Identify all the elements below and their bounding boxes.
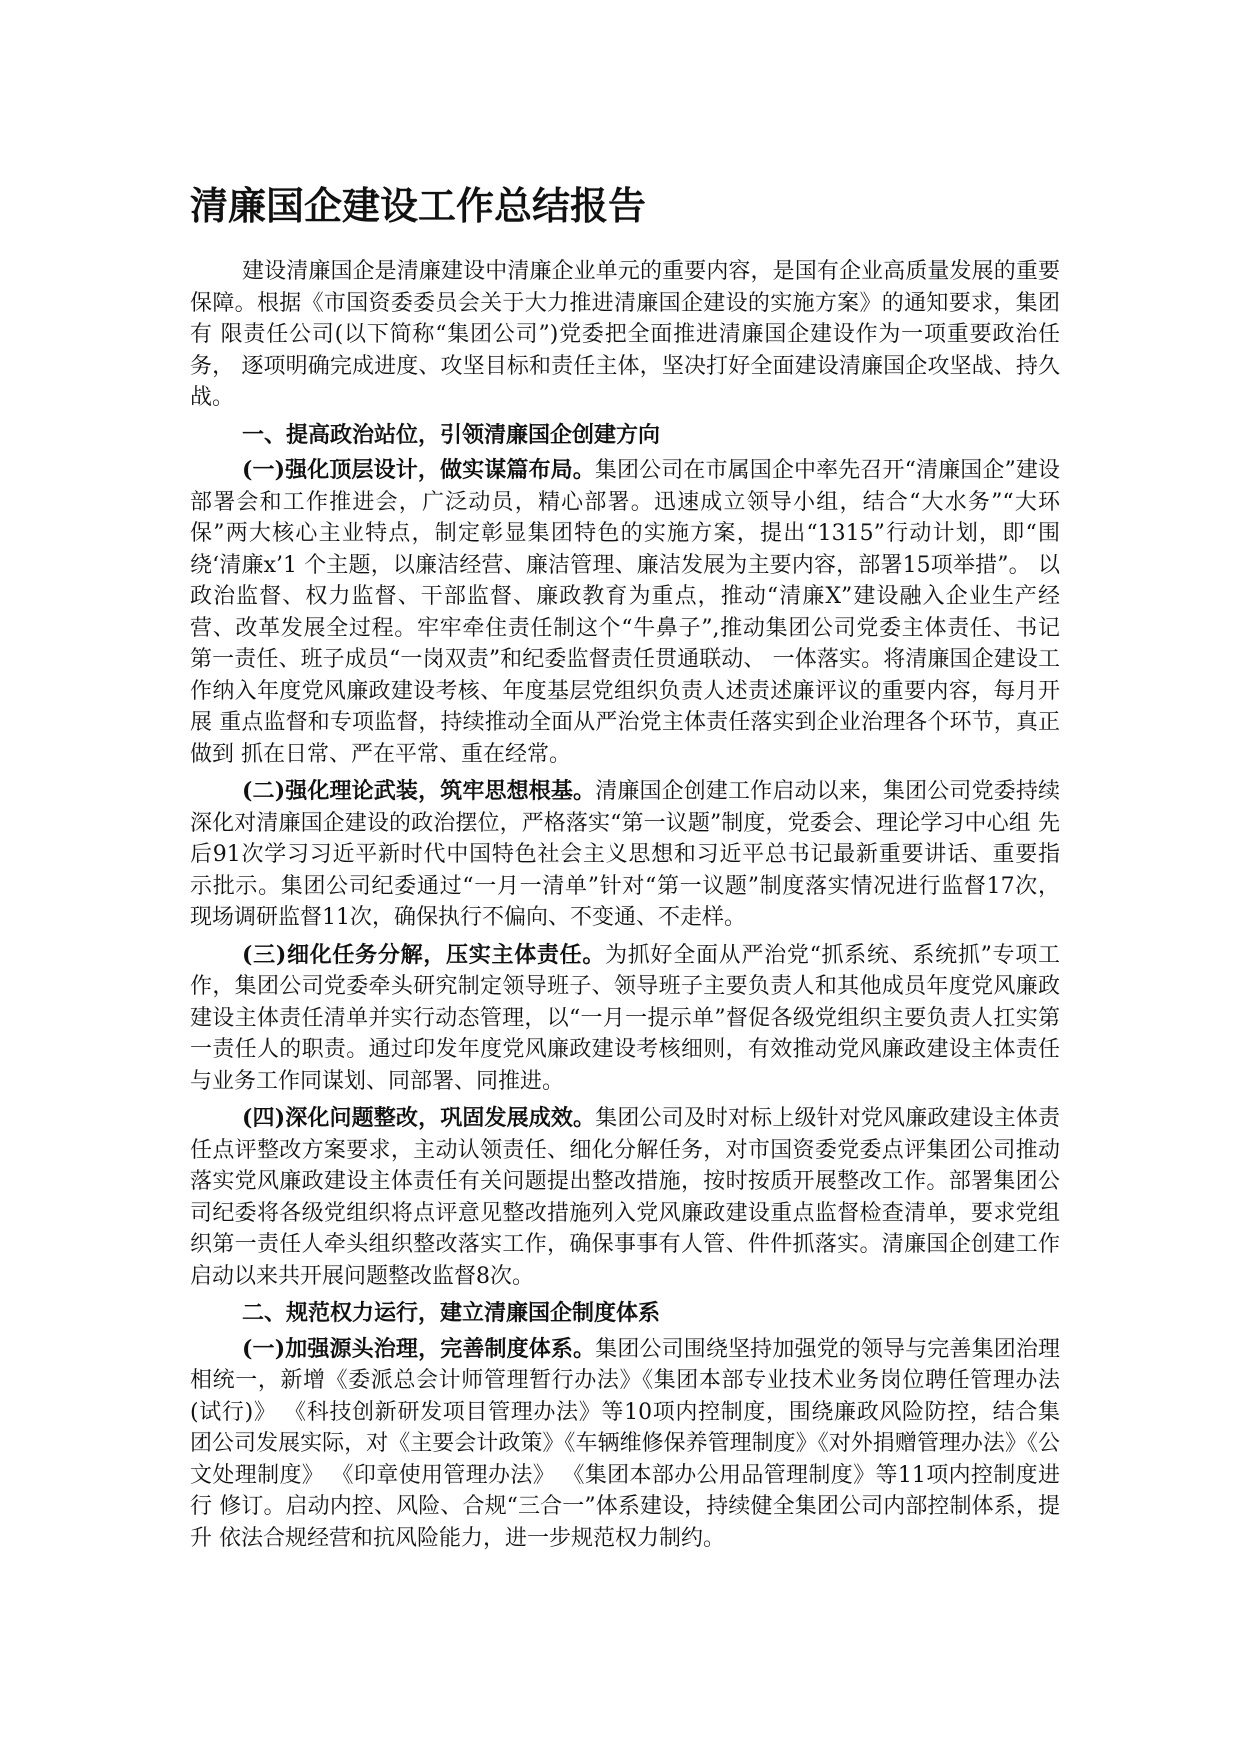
section-1-item-4-text: 集团公司及时对标上级针对党风廉政建设主体责任点评整改方案要求，主动认领责任、细化分解任务，对市国资委党委点评集团公司推动落实党风廉政建设主体责任有关问题提出整改措施，按时按质开展整改工作。部署集团公司纪委将各级党组织将点评意见整改措施列入党风廉政建设重点监督检查清单，要求党组织第一责任人牵头组织整改落实工作，确保事事有人管、件件抓落实。清廉国企创建工作启动以来共开展问题整改监督8次。 — [190, 1106, 1060, 1289]
section-1-heading: 一、提高政治站位，引领清廉国企创建方向 — [242, 421, 661, 448]
section-2-item-1-lead: (一)加强源头治理，完善制度体系。 — [242, 1335, 596, 1362]
document-title: 清廉国企建设工作总结报告 — [190, 184, 647, 228]
section-1-item-1-text: 集团公司在市属国企中率先召开“清廉国企”建设部署会和工作推进会，广泛动员，精心部署。迅速成立领导小组，结合“大水务”“大环保”两大核心主业特点，制定彰显集团特色的实施方案，提出“1315”行动计划，即“围绕‘清廉x’1 个主题，以廉洁经营、廉洁管理、廉洁发展为主要内容，部署15项举措”。 以政治监督、权力监督、干部监督、廉政教育为重点，推动“清廉X”建设融入企业生产经 营、改革发展全过程。牢牢牵住责任制这个“牛鼻子”,推动集团公司党委主体责任、书记 第一责任、班子成员“一岗双责”和纪委监督责任贯通联动、 一体落实。将清廉国企建设工 作纳入年度党风廉政建设考核、年度基层党组织负责人述责述廉评议的重要内容，每月开展 重点监督和专项监督，持续推动全面从严治党主体责任落实到企业治理各个环节，真正做到 抓在日常、严在平常、重在经常。 — [190, 458, 1060, 767]
section-1-item-3 — [190, 940, 1060, 1098]
section-1-item-1 — [190, 455, 1060, 770]
section-1-item-1-lead: (一)强化顶层设计，做实谋篇布局。 — [242, 457, 595, 483]
document-page — [190, 180, 1060, 1560]
section-1-item-2 — [190, 776, 1060, 934]
intro-paragraph: 建设清廉国企是清廉建设中清廉企业单元的重要内容，是国有企业高质量发展的重要保障。根据《市国资委委员会关于大力推进清廉国企建设的实施方案》的通知要求，集团有 限责任公司(以下简称“集团公司”)党委把全面推进清廉国企建设作为一项重要政治任务， 逐项明确完成进度、攻坚目标和责任主体，坚决打好全面建设清廉国企攻坚战、持久战。 — [190, 259, 1060, 410]
section-1-item-4-lead: (四)深化问题整改，巩固发展成效。 — [242, 1105, 596, 1131]
section-1-item-4 — [190, 1103, 1060, 1292]
section-2-heading: 二、规范权力运行，建立清廉国企制度体系 — [242, 1300, 661, 1326]
section-1-item-2-lead: (二)强化理论武装，筑牢思想根基。 — [242, 778, 596, 804]
section-2-item-1 — [190, 1334, 1060, 1555]
section-1-item-3-lead: (三)细化任务分解，压实主体责任。 — [242, 941, 606, 968]
section-1-item-3-text: 为抓好全面从严治党“抓系统、系统抓”专项工作，集团公司党委牵头研究制定领导班子、领导班子主要负责人和其他成员年度党风廉政建设主体责任清单并实行动态管理，以“一月一提示单”督促各级党组织主要负责人扛实第一责任人的职责。通过印发年度党风廉政建设考核细则，有效推动党风廉政建设主体责任与业务工作同谋划、同部署、同推进。 — [190, 942, 1060, 1094]
section-1-item-2-text: 清廉国企创建工作启动以来，集团公司党委持续深化对清廉国企建设的政治摆位，严格落实“第一议题”制度，党委会、理论学习中心组 先后91次学习习近平新时代中国特色社会主义思想和习近平总书记最新重要讲话、重要指 示批示。集团公司纪委通过“一月一清单”针对“第一议题”制度落实情况进行监督17次， 现场调研监督11次，确保执行不偏向、不变通、不走样。 — [190, 779, 1060, 930]
section-2-item-1-text: 集团公司围绕坚持加强党的领导与完善集团治理相统一，新增《委派总会计师管理暂行办法》《集团本部专业技术业务岗位聘任管理办法(试行)》 《科技创新研发项目管理办法》等10项内控制度，围绕廉政风险防控，结合集 团公司发展实际，对《主要会计政策》《车辆维修保养管理制度》《对外捐赠管理办法》《公 文处理制度》 《印章使用管理办法》 《集团本部办公用品管理制度》等11项内控制度进行 修订。启动内控、风险、合规“三合一”体系建设，持续健全集团公司内部控制体系，提升 依法合规经营和抗风险能力，进一步规范权力制约。 — [190, 1336, 1060, 1551]
